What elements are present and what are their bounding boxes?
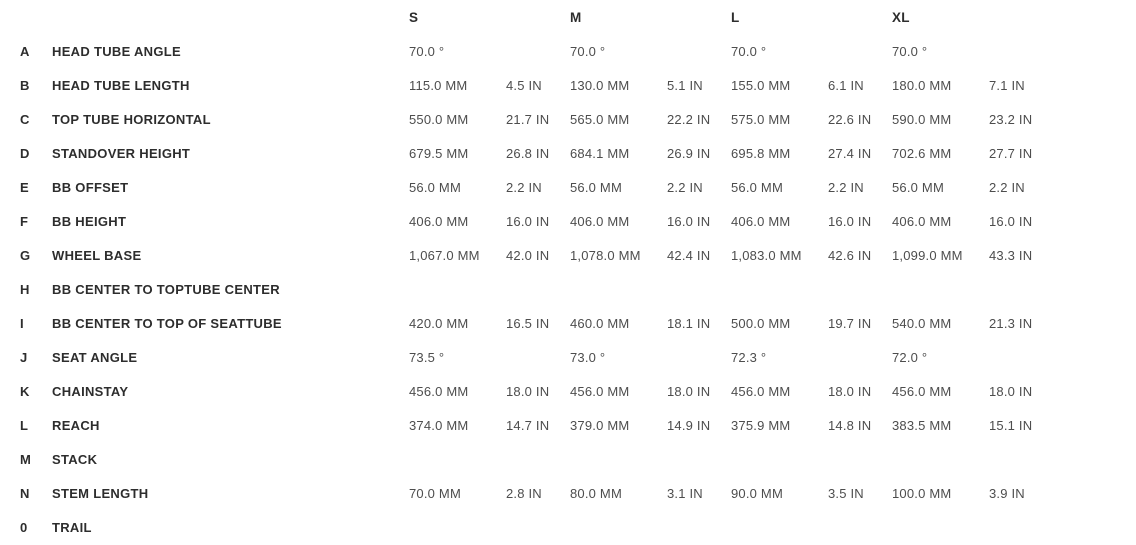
row-label: BB CENTER TO TOPTUBE CENTER <box>52 281 280 297</box>
value-mm: 56.0 MM <box>731 179 783 195</box>
value-mm: 180.0 MM <box>892 77 952 93</box>
value-in: 2.2 IN <box>989 179 1025 195</box>
row-letter: F <box>20 213 28 229</box>
size-header-xl: XL <box>892 9 910 25</box>
value-in: 6.1 IN <box>828 77 864 93</box>
row-label: REACH <box>52 417 100 433</box>
value-mm: 679.5 MM <box>409 145 469 161</box>
value-mm: 420.0 MM <box>409 315 469 331</box>
value-mm: 70.0 ° <box>570 43 606 59</box>
row-label: STANDOVER HEIGHT <box>52 145 191 161</box>
value-in: 23.2 IN <box>989 111 1033 127</box>
value-in: 2.8 IN <box>506 485 542 501</box>
value-in: 16.0 IN <box>828 213 872 229</box>
value-mm: 456.0 MM <box>731 383 791 399</box>
row-letter: J <box>20 349 28 365</box>
value-in: 22.2 IN <box>667 111 711 127</box>
value-mm: 1,078.0 MM <box>570 247 641 263</box>
row-letter: D <box>20 145 30 161</box>
value-mm: 56.0 MM <box>409 179 461 195</box>
header-label-spacer <box>52 0 409 34</box>
value-in: 18.0 IN <box>989 383 1033 399</box>
value-in: 16.0 IN <box>989 213 1033 229</box>
value-in: 18.0 IN <box>667 383 711 399</box>
value-mm: 550.0 MM <box>409 111 469 127</box>
value-mm: 702.6 MM <box>892 145 952 161</box>
value-in: 3.1 IN <box>667 485 703 501</box>
value-mm: 456.0 MM <box>409 383 469 399</box>
value-in: 19.7 IN <box>828 315 872 331</box>
value-in: 14.9 IN <box>667 417 711 433</box>
value-in: 2.2 IN <box>667 179 703 195</box>
value-in: 42.0 IN <box>506 247 550 263</box>
value-in: 22.6 IN <box>828 111 872 127</box>
row-letter: B <box>20 77 30 93</box>
value-mm: 73.0 ° <box>570 349 606 365</box>
row-letter: L <box>20 417 28 433</box>
size-header-s: S <box>409 9 419 25</box>
value-in: 42.6 IN <box>828 247 872 263</box>
row-letter: G <box>20 247 31 263</box>
value-mm: 374.0 MM <box>409 417 469 433</box>
value-mm: 460.0 MM <box>570 315 630 331</box>
value-in: 21.7 IN <box>506 111 550 127</box>
value-mm: 1,099.0 MM <box>892 247 963 263</box>
value-mm: 80.0 MM <box>570 485 622 501</box>
value-mm: 100.0 MM <box>892 485 952 501</box>
row-label: WHEEL BASE <box>52 247 142 263</box>
value-in: 26.8 IN <box>506 145 550 161</box>
value-mm: 406.0 MM <box>409 213 469 229</box>
row-letter: H <box>20 281 30 297</box>
value-mm: 70.0 ° <box>892 43 928 59</box>
value-mm: 155.0 MM <box>731 77 791 93</box>
row-label: HEAD TUBE ANGLE <box>52 43 181 59</box>
value-mm: 72.0 ° <box>892 349 928 365</box>
row-letter: K <box>20 383 30 399</box>
value-mm: 1,083.0 MM <box>731 247 802 263</box>
value-mm: 575.0 MM <box>731 111 791 127</box>
row-label: HEAD TUBE LENGTH <box>52 77 190 93</box>
row-label: TOP TUBE HORIZONTAL <box>52 111 211 127</box>
value-in: 16.5 IN <box>506 315 550 331</box>
value-mm: 540.0 MM <box>892 315 952 331</box>
row-label: SEAT ANGLE <box>52 349 138 365</box>
value-in: 26.9 IN <box>667 145 711 161</box>
value-in: 18.0 IN <box>828 383 872 399</box>
value-in: 3.9 IN <box>989 485 1025 501</box>
value-mm: 383.5 MM <box>892 417 952 433</box>
row-label: TRAIL <box>52 519 92 535</box>
value-mm: 406.0 MM <box>731 213 791 229</box>
value-in: 21.3 IN <box>989 315 1033 331</box>
value-mm: 500.0 MM <box>731 315 791 331</box>
value-mm: 90.0 MM <box>731 485 783 501</box>
value-in: 4.5 IN <box>506 77 542 93</box>
value-in: 42.4 IN <box>667 247 711 263</box>
value-mm: 695.8 MM <box>731 145 791 161</box>
value-mm: 73.5 ° <box>409 349 445 365</box>
value-mm: 70.0 MM <box>409 485 461 501</box>
value-mm: 56.0 MM <box>570 179 622 195</box>
value-in: 43.3 IN <box>989 247 1033 263</box>
value-mm: 684.1 MM <box>570 145 630 161</box>
row-letter: I <box>20 315 24 331</box>
value-in: 3.5 IN <box>828 485 864 501</box>
size-header-l: L <box>731 9 740 25</box>
value-in: 18.0 IN <box>506 383 550 399</box>
header-letter-spacer <box>20 0 52 34</box>
value-mm: 406.0 MM <box>892 213 952 229</box>
row-letter: C <box>20 111 30 127</box>
value-in: 14.8 IN <box>828 417 872 433</box>
value-mm: 115.0 MM <box>409 77 468 93</box>
value-in: 2.2 IN <box>506 179 542 195</box>
row-label: STACK <box>52 451 98 467</box>
value-mm: 1,067.0 MM <box>409 247 480 263</box>
value-in: 16.0 IN <box>667 213 711 229</box>
row-letter: N <box>20 485 30 501</box>
value-mm: 456.0 MM <box>570 383 630 399</box>
value-mm: 375.9 MM <box>731 417 791 433</box>
value-in: 7.1 IN <box>989 77 1025 93</box>
value-in: 18.1 IN <box>667 315 711 331</box>
row-label: BB OFFSET <box>52 179 129 195</box>
value-mm: 456.0 MM <box>892 383 952 399</box>
value-mm: 379.0 MM <box>570 417 630 433</box>
value-mm: 590.0 MM <box>892 111 952 127</box>
size-header-m: M <box>570 9 582 25</box>
value-in: 16.0 IN <box>506 213 550 229</box>
value-mm: 70.0 ° <box>409 43 445 59</box>
row-letter: 0 <box>20 519 28 535</box>
row-letter: A <box>20 43 30 59</box>
value-mm: 130.0 MM <box>570 77 630 93</box>
value-mm: 56.0 MM <box>892 179 944 195</box>
value-in: 14.7 IN <box>506 417 550 433</box>
value-mm: 565.0 MM <box>570 111 630 127</box>
value-in: 2.2 IN <box>828 179 864 195</box>
row-label: STEM LENGTH <box>52 485 149 501</box>
value-mm: 72.3 ° <box>731 349 767 365</box>
row-label: BB CENTER TO TOP OF SEATTUBE <box>52 315 282 331</box>
value-in: 15.1 IN <box>989 417 1033 433</box>
row-letter: M <box>20 451 31 467</box>
row-label: BB HEIGHT <box>52 213 127 229</box>
value-in: 5.1 IN <box>667 77 703 93</box>
value-mm: 406.0 MM <box>570 213 630 229</box>
value-in: 27.4 IN <box>828 145 872 161</box>
row-letter: E <box>20 179 29 195</box>
value-in: 27.7 IN <box>989 145 1033 161</box>
row-label: CHAINSTAY <box>52 383 129 399</box>
value-mm: 70.0 ° <box>731 43 767 59</box>
